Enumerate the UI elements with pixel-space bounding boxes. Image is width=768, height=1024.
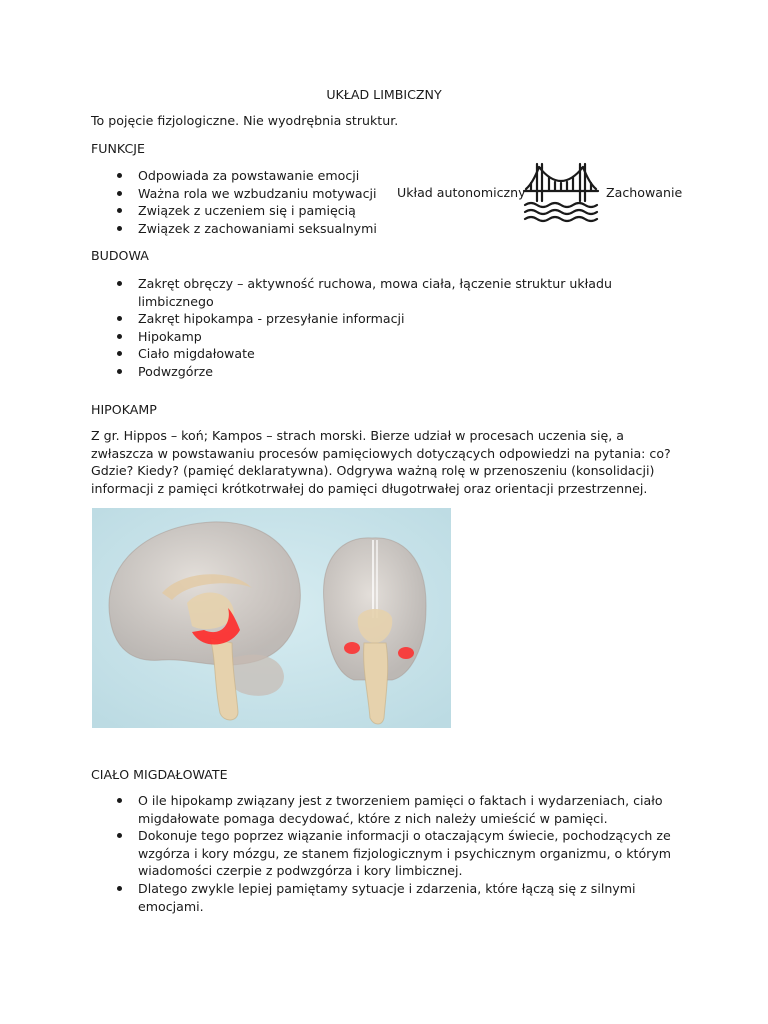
cialo-heading: CIAŁO MIGDAŁOWATE (91, 767, 228, 782)
bridge-icon (522, 161, 600, 223)
list-item: Związek z zachowaniami seksualnymi (91, 220, 391, 238)
list-item: Zakręt obręczy – aktywność ruchowa, mowa ciała, łączenie struktur układu limbicznego (91, 275, 681, 310)
intro-text: To pojęcie fizjologiczne. Nie wyodrębnia struktur. (91, 113, 399, 128)
list-item: Odpowiada za powstawanie emocji (91, 167, 391, 185)
budowa-list (91, 275, 681, 381)
list-item: Ciało migdałowate (91, 345, 681, 363)
diagram-right-label: Zachowanie (606, 185, 683, 200)
list-item: Związek z uczeniem się i pamięcią (91, 202, 391, 220)
document-title: UKŁAD LIMBICZNY (326, 87, 442, 102)
list-item: Ważna rola we wzbudzaniu motywacji (91, 185, 391, 203)
amygdala-right (398, 647, 414, 659)
budowa-heading: BUDOWA (91, 248, 149, 263)
brain-illustration (92, 508, 451, 728)
funkcje-list (91, 167, 391, 237)
cialo-list (91, 792, 681, 915)
list-item: Dokonuje tego poprzez wiązanie informacji o otaczającym świecie, pochodzących ze wzgórza i kory mózgu, ze stanem fizjologicznym i psychicznym organizmu, o którym wiadomości czerpie z podwzgórza i kory limbicznej. (91, 827, 673, 880)
list-item: Hipokamp (91, 328, 681, 346)
list-item: Zakręt hipokampa - przesyłanie informacji (91, 310, 681, 328)
diagram-left-label: Układ autonomiczny (397, 185, 526, 200)
list-item: Dlatego zwykle lepiej pamiętamy sytuacje i zdarzenia, które łączą się z silnymi emocjami. (91, 880, 673, 915)
hipokamp-paragraph: Z gr. Hippos – koń; Kampos – strach morski. Bierze udział w procesach uczenia się, a zwłaszcza w powstawaniu procesów pamięciowych dotyczących odpowiedzi na pytania: co? Gdzie? Kiedy? (pamięć deklaratywna). Odgrywa ważną rolę w przenoszeniu (konsolidacji) informacji z pamięci krótkotrwałej do pamięci długotrwałej oraz orientacji przestrzennej. (91, 428, 671, 496)
funkcje-heading: FUNKCJE (91, 141, 145, 156)
hipokamp-heading: HIPOKAMP (91, 402, 157, 417)
list-item: O ile hipokamp związany jest z tworzeniem pamięci o faktach i wydarzeniach, ciało migdałowate pomaga decydować, które z nich należy umieścić w pamięci. (91, 792, 673, 827)
list-item: Podwzgórze (91, 363, 681, 381)
amygdala-left (344, 642, 360, 654)
